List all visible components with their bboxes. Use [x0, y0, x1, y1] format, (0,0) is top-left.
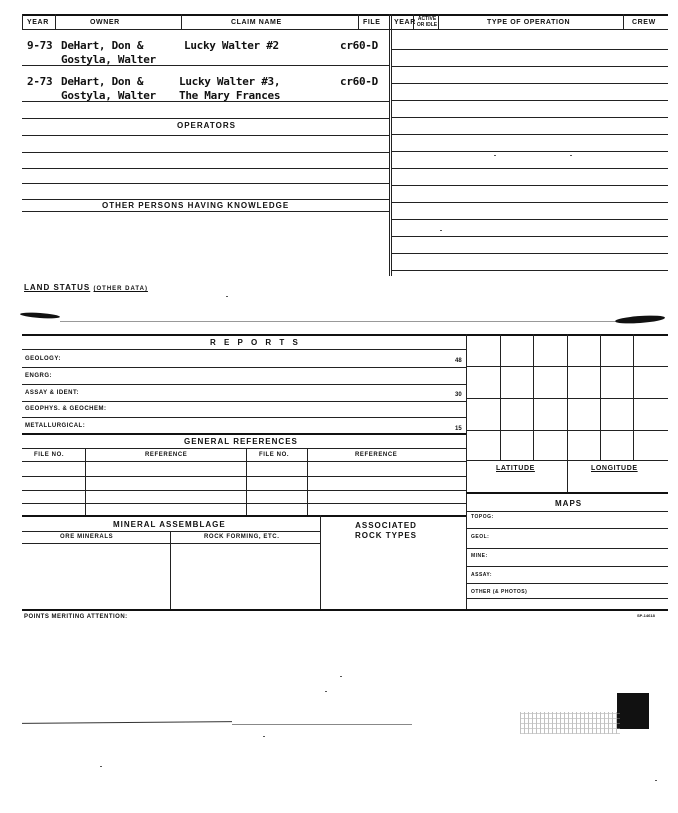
- operators-label: OPERATORS: [177, 121, 236, 130]
- mineral-assemblage-title: MINERAL ASSEMBLAGE: [113, 520, 226, 529]
- reports-geophys-label: GEOPHYS. & GEOCHEM:: [25, 406, 107, 412]
- general-references-title: GENERAL REFERENCES: [184, 437, 298, 446]
- maps-title: MAPS: [555, 499, 583, 508]
- fold-line: [232, 724, 412, 725]
- header-file: FILE: [363, 19, 381, 26]
- ore-minerals-label: ORE MINERALS: [60, 534, 114, 540]
- header-year: YEAR: [27, 19, 49, 26]
- entry-claim-name: Lucky Walter #3,: [179, 75, 281, 88]
- reports-metallurgical-label: METALLURGICAL:: [25, 423, 86, 429]
- header-claim-name: CLAIM NAME: [231, 19, 282, 26]
- header-type-of-operation: TYPE OF OPERATION: [487, 19, 571, 26]
- header-year-2: YEAR: [394, 19, 416, 26]
- other-persons-label: OTHER PERSONS HAVING KNOWLEDGE: [102, 201, 290, 210]
- reports-metallurgical-number: 15: [455, 426, 462, 432]
- maps-topog-label: TOPOG:: [471, 514, 494, 520]
- reports-geology-label: GEOLOGY:: [25, 356, 61, 362]
- entry-owner: Gostyla, Walter: [61, 53, 156, 66]
- reports-geology-number: 48: [455, 358, 462, 364]
- entry-file: cr60-D: [340, 75, 378, 88]
- maps-mine-label: MINE:: [471, 553, 488, 559]
- land-status-label: LAND STATUS (OTHER DATA): [24, 283, 148, 292]
- maps-other-label: OTHER (& PHOTOS): [471, 589, 528, 595]
- ink-smudge: [20, 312, 60, 320]
- gr-col-reference-2: REFERENCE: [355, 452, 398, 458]
- reports-assay-label: ASSAY & IDENT:: [25, 390, 80, 396]
- form-number: SP-14618: [637, 613, 655, 618]
- ink-smudge: [615, 314, 665, 324]
- reports-assay-number: 30: [455, 392, 462, 398]
- entry-owner: Gostyla, Walter: [61, 89, 156, 102]
- entry-file: cr60-D: [340, 39, 378, 52]
- fold-line: [22, 721, 232, 724]
- header-crew: CREW: [632, 19, 656, 26]
- rock-forming-label: ROCK FORMING, ETC.: [204, 534, 280, 540]
- maps-assay-label: ASSAY:: [471, 572, 493, 578]
- entry-year: 2-73: [27, 75, 53, 88]
- header-active-or-idle: ACTIVE OR IDLE: [416, 16, 438, 28]
- header-owner: OWNER: [90, 19, 120, 26]
- entry-year: 9-73: [27, 39, 53, 52]
- latitude-label: LATITUDE: [496, 465, 535, 472]
- reports-engrg-label: ENGRG:: [25, 373, 52, 379]
- scan-speckle: [520, 712, 620, 734]
- points-meriting-attention-label: POINTS MERITING ATTENTION:: [24, 614, 128, 620]
- entry-owner: DeHart, Don &: [61, 75, 144, 88]
- entry-claim-name: Lucky Walter #2: [184, 39, 279, 52]
- entry-owner: DeHart, Don &: [61, 39, 144, 52]
- scan-artifact-block: [617, 693, 649, 729]
- entry-claim-name: The Mary Frances: [179, 89, 281, 102]
- maps-geol-label: GEOL:: [471, 534, 490, 540]
- longitude-label: LONGITUDE: [591, 465, 638, 472]
- gr-col-file-no: FILE NO.: [34, 452, 65, 458]
- associated-rock-types-label: ASSOCIATED ROCK TYPES: [355, 521, 418, 540]
- reports-title: R E P O R T S: [210, 338, 301, 347]
- gr-col-reference: REFERENCE: [145, 452, 188, 458]
- gr-col-file-no-2: FILE NO.: [259, 452, 290, 458]
